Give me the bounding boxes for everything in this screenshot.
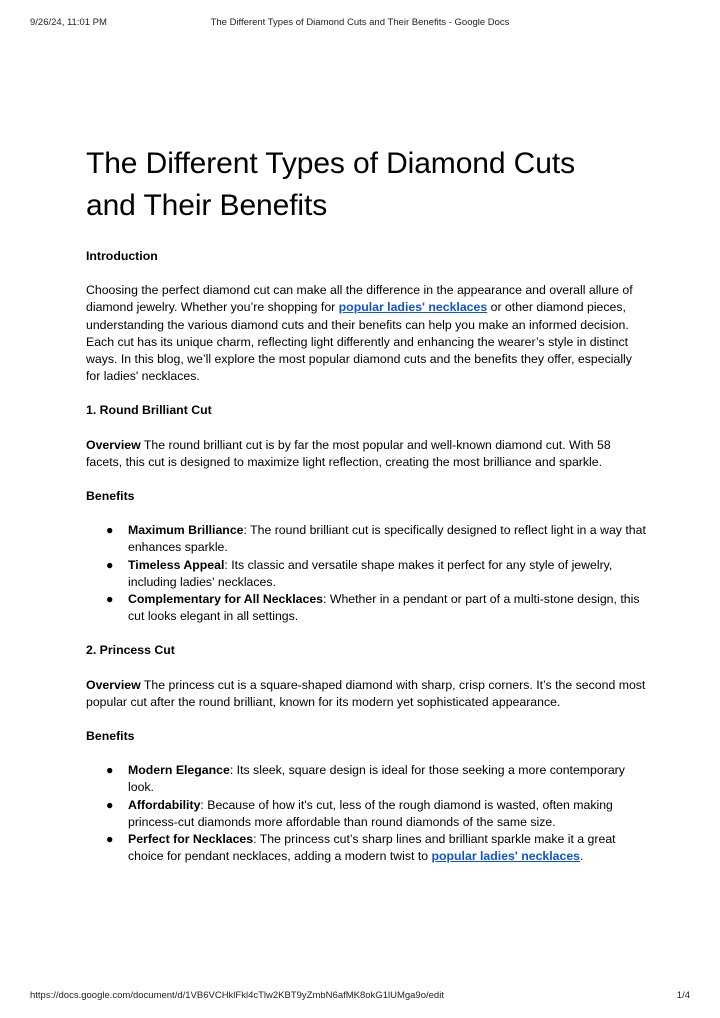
intro-text-2: or other diamond pieces, understanding the various diamond cuts and their benefits can help you make an informed decision. Each cut has its unique charm, reflecting light differently and enhancing the wearer’s style in distinct ways. In this blog, we’ll explore the most popular diamond cuts and the benefits they offer, especially for ladies' necklaces. xyxy=(86,300,632,384)
round-benefits-heading: Benefits xyxy=(86,489,135,504)
benefit-text: : Whether in a pendant or part of a multi-stone design, this cut looks elegant in all settings. xyxy=(128,592,640,624)
princess-overview-text: The princess cut is a square-shaped diamond with sharp, crisp corners. It’s the second most popular cut after the round brilliant, known for its modern yet sophisticated appearance. xyxy=(86,677,646,709)
popular-necklaces-link[interactable]: popular ladies' necklaces xyxy=(338,300,488,315)
document-body xyxy=(86,143,646,882)
benefit-text: : Its sleek, square design is ideal for those seeking a more contemporary look. xyxy=(128,763,625,795)
benefit-label: Maximum Brilliance xyxy=(128,523,244,538)
popular-necklaces-link[interactable]: popular ladies' necklaces xyxy=(431,849,581,864)
bullet-icon: ● xyxy=(106,557,114,572)
benefit-text: : Its classic and versatile shape makes it perfect for any style of jewelry, including ladies' necklaces. xyxy=(128,557,613,589)
page-number: 1/4 xyxy=(676,990,690,1001)
bullet-icon: ● xyxy=(106,523,114,538)
print-page-title: The Different Types of Diamond Cuts and Their Benefits - Google Docs xyxy=(210,17,510,28)
print-header xyxy=(30,17,690,31)
intro-paragraph xyxy=(86,282,646,385)
intro-text-1: Choosing the perfect diamond cut can make all the difference in the appearance and overall allure of diamond jewelry. Whether you’re shopping for xyxy=(86,283,633,315)
print-date: 9/26/24, 11:01 PM xyxy=(30,17,107,28)
round-cut-heading: 1. Round Brilliant Cut xyxy=(86,403,212,418)
princess-overview-paragraph xyxy=(86,677,646,711)
benefit-text: : The princess cut’s sharp lines and brilliant sparkle make it a great choice for pendant necklaces, adding a modern twist to xyxy=(128,832,616,864)
intro-heading: Introduction xyxy=(86,249,158,263)
list-item xyxy=(86,522,646,556)
bullet-icon: ● xyxy=(106,797,114,812)
bullet-icon: ● xyxy=(106,763,114,778)
benefit-text-end: . xyxy=(580,849,584,864)
document-title xyxy=(86,143,646,227)
list-item xyxy=(86,591,646,625)
benefit-label: Affordability xyxy=(128,797,201,812)
list-item xyxy=(86,762,646,796)
bullet-icon: ● xyxy=(106,592,114,607)
benefit-label: Perfect for Necklaces xyxy=(128,832,254,847)
bullet-icon: ● xyxy=(106,832,114,847)
title-line-1: The Different Types of Diamond Cuts xyxy=(86,147,575,180)
princess-benefits-heading: Benefits xyxy=(86,729,135,744)
round-benefits-list xyxy=(86,522,646,625)
list-item xyxy=(86,557,646,591)
round-overview-text: The round brilliant cut is by far the most popular and well-known diamond cut. With 58 facets, this cut is designed to maximize light reflection, creating the most brilliance and sparkle. xyxy=(86,437,611,469)
overview-label: Overview xyxy=(86,677,141,692)
princess-benefits-list xyxy=(86,762,646,865)
benefit-label: Complementary for All Necklaces xyxy=(128,592,324,607)
benefit-label: Modern Elegance xyxy=(128,763,230,778)
benefit-label: Timeless Appeal xyxy=(128,557,225,572)
overview-label: Overview xyxy=(86,437,141,452)
round-overview-paragraph xyxy=(86,437,646,471)
benefit-text: : The round brilliant cut is specifically designed to reflect light in a way that enhances sparkle. xyxy=(128,523,646,555)
print-url: https://docs.google.com/document/d/1VB6VCHklFkl4cTlw2KBT9yZmbN6afMK8okG1lUMga9o/edit xyxy=(30,990,444,1001)
benefit-text: : Because of how it's cut, less of the rough diamond is wasted, often making princess-cut diamonds more affordable than round diamonds of the same size. xyxy=(128,797,613,829)
list-item xyxy=(86,797,646,831)
princess-cut-heading: 2. Princess Cut xyxy=(86,643,175,658)
list-item xyxy=(86,831,646,865)
title-line-2: and Their Benefits xyxy=(86,189,328,222)
